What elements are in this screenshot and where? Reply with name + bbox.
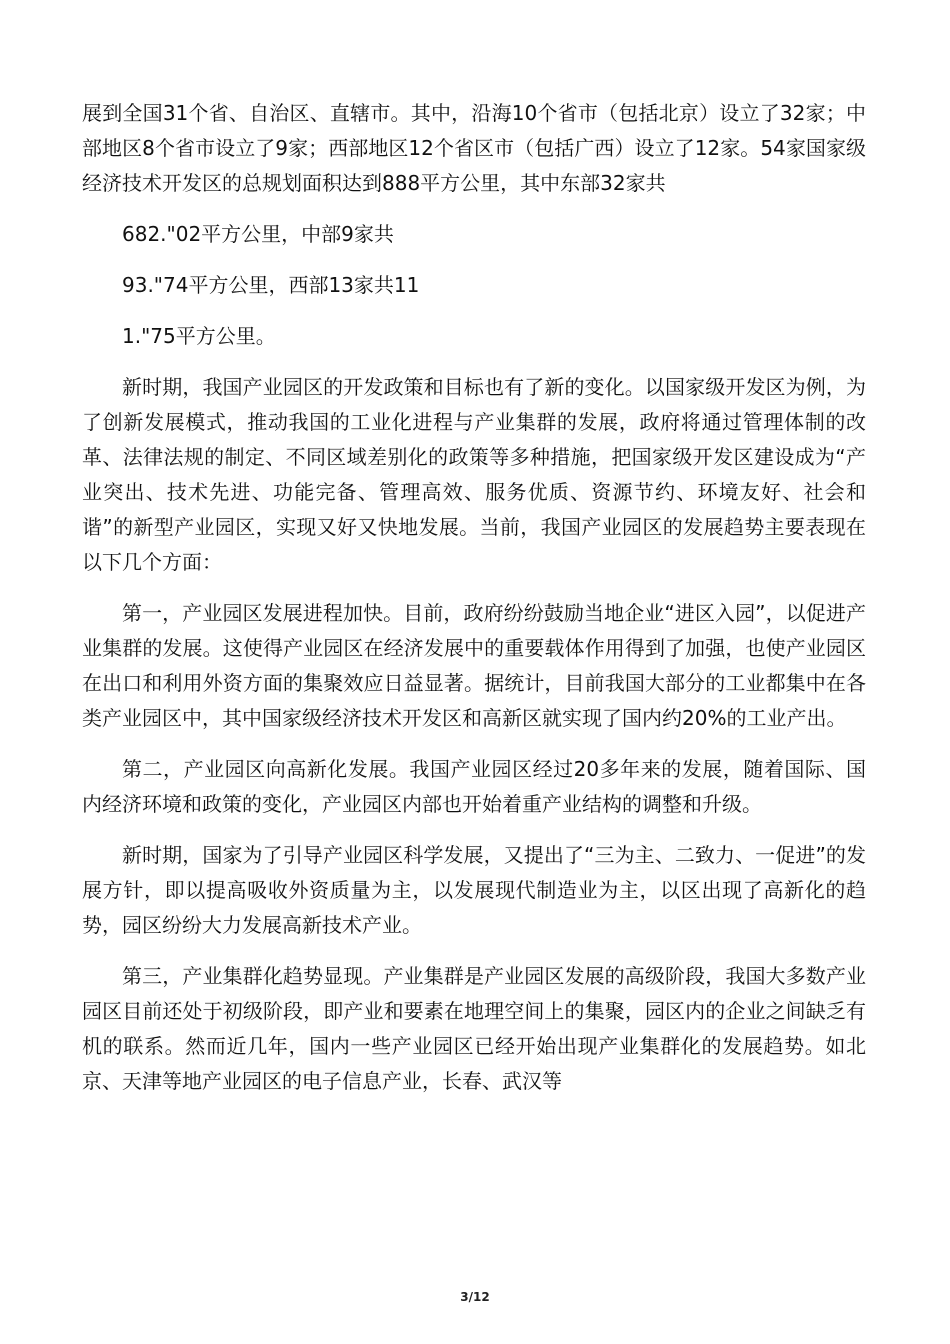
paragraph-fragment-central: 93."74平方公里，西部13家共11 — [122, 273, 420, 297]
paragraph-development-policy: 新时期，国家为了引导产业园区科学发展，又提出了“三为主、二致力、一促进”的发展方针，即以提高吸收外资质量为主，以发展现代制造业为主，以区出现了高新化的趋势，园区纷纷大力发展高新技术产业。 — [82, 843, 866, 937]
paragraph-third-trend: 第三，产业集群化趋势显现。产业集群是产业园区发展的高级阶段，我国大多数产业园区目前还处于初级阶段，即产业和要素在地理空间上的集聚，园区内的企业之间缺乏有机的联系。然而近几年，国内一些产业园区已经开始出现产业集群化的发展趋势。如北京、天津等地产业园区的电子信息产业，长春、武汉等 — [82, 964, 866, 1093]
paragraph-new-era-policy: 新时期，我国产业园区的开发政策和目标也有了新的变化。以国家级开发区为例，为了创新发展模式，推动我国的工业化进程与产业集群的发展，政府将通过管理体制的改革、法律法规的制定、不同区域差别化的政策等多种措施，把国家级开发区建设成为“产业突出、技术先进、功能完备、管理高效、服务优质、资源节约、环境友好、社会和谐”的新型产业园区，实现又好又快地发展。当前，我国产业园区的发展趋势主要表现在以下几个方面： — [82, 375, 866, 574]
paragraph-continuation: 展到全国31个省、自治区、直辖市。其中，沿海10个省市（包括北京）设立了32家；中部地区8个省市设立了9家；西部地区12个省区市（包括广西）设立了12家。54家国家级经济技术开发区的总规划面积达到888平方公里，其中东部32家共 — [82, 101, 866, 195]
paragraph-fragment-east: 682."02平方公里，中部9家共 — [122, 222, 394, 246]
paragraph-second-trend: 第二，产业园区向高新化发展。我国产业园区经过20多年来的发展，随着国际、国内经济环境和政策的变化，产业园区内部也开始着重产业结构的调整和升级。 — [82, 757, 866, 816]
paragraph-fragment-west: 1."75平方公里。 — [122, 324, 276, 348]
paragraph-first-trend: 第一，产业园区发展进程加快。目前，政府纷纷鼓励当地企业“进区入园”，以促进产业集群的发展。这使得产业园区在经济发展中的重要载体作用得到了加强，也使产业园区在出口和利用外资方面的集聚效应日益显著。据统计，目前我国大部分的工业都集中在各类产业园区中，其中国家级经济技术开发区和高新区就实现了国内约20%的工业产出。 — [82, 601, 866, 730]
page-number: 3/12 — [460, 1290, 490, 1304]
